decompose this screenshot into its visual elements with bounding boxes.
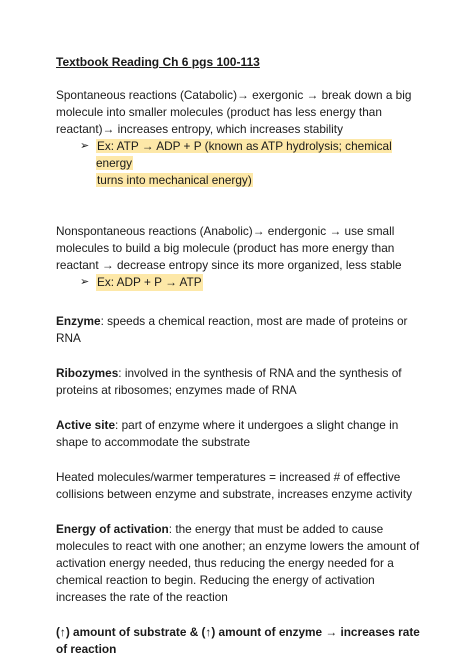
spontaneous-example-line-1: Ex: ATP → ADP + P (known as ATP hydrolysis; chemical energy [96,139,392,170]
activation-energy-term: Energy of activation [56,522,169,536]
ribozymes-text: : involved in the synthesis of RNA and the synthesis of proteins at ribosomes; enzymes made of RNA [56,366,402,397]
activation-energy-text: : the energy that must be added to cause molecules to react with one another; an enzyme lowers the amount of activation energy needed, thus reducing the energy needed for a chemical reaction to begin. Reducing the energy of activation increases the rate of the reaction [56,522,420,604]
spontaneous-paragraph: Spontaneous reactions (Catabolic)→ exergonic → break down a big molecule into smaller molecules (product has less energy than reactant)→ increases entropy, which increases stability [56,88,412,136]
spontaneous-example-line-2: turns into mechanical energy) [97,173,252,187]
activation-energy-definition [56,521,426,606]
active-site-term: Active site [56,418,116,432]
bullet-arrow-icon: ➢ [80,140,90,152]
page-title: Textbook Reading Ch 6 pgs 100-113 [56,55,260,69]
bullet-arrow-icon: ➢ [80,276,90,288]
active-site-definition [56,417,426,451]
enzyme-term: Enzyme [56,314,101,328]
active-site-text: : part of enzyme where it undergoes a slight change in shape to accommodate the substrate [56,418,399,449]
nonspontaneous-example: Ex: ADP + P → ATP [97,275,202,289]
spacer [56,189,426,223]
nonspontaneous-example-bullet [80,274,426,291]
final-statement-text: (↑) amount of substrate & (↑) amount of enzyme → increases rate of reaction [56,625,420,656]
ribozymes-term: Ribozymes [56,366,119,380]
heated-molecules-paragraph: Heated molecules/warmer temperatures = increased # of effective collisions between enzyme and substrate, increases enzyme activity [56,470,413,501]
spacer [56,291,426,313]
spontaneous-example [96,138,426,189]
enzyme-text: : speeds a chemical reaction, most are made of proteins or RNA [56,314,408,345]
ribozymes-definition [56,365,426,399]
final-statement [56,624,426,658]
enzyme-definition [56,313,426,347]
spontaneous-example-bullet [80,138,426,189]
nonspontaneous-paragraph: Nonspontaneous reactions (Anabolic)→ endergonic → use small molecules to build a big molecule (product has more energy than reactant → decrease entropy since its more organized, less stable [56,224,402,272]
